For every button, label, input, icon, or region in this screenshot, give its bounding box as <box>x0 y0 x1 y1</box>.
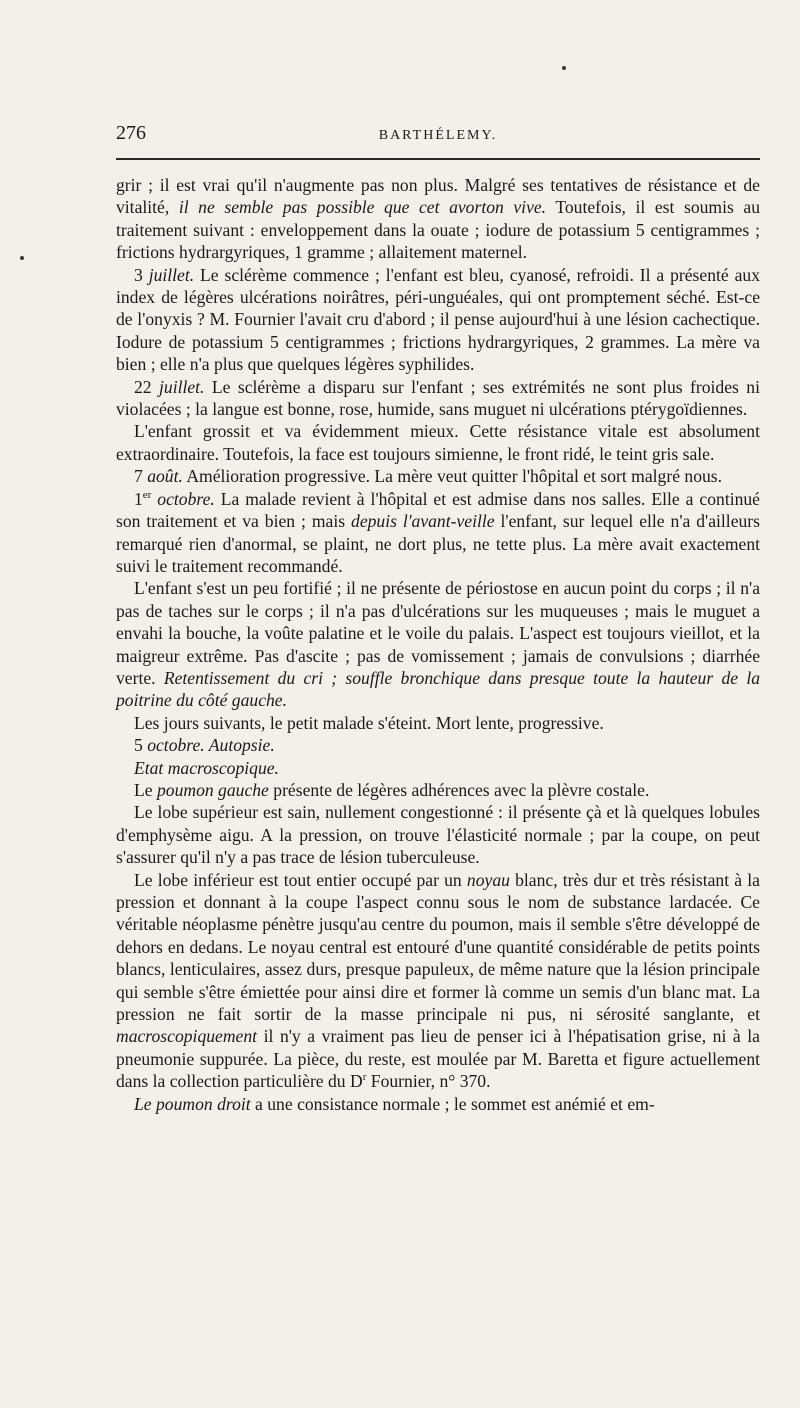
paragraph <box>116 734 760 756</box>
page-number: 276 <box>116 122 146 144</box>
italic-text: juillet. <box>159 376 205 397</box>
paragraph <box>116 712 760 734</box>
text-run: 22 <box>134 376 160 397</box>
text-run: il n'y a vraiment pas lieu de penser ici à l'hépatisation grise, ni à la pneumonie suppurée. La pièce, du reste, est moulée par M. Baretta et figure actuellement dans la collection particulière du D <box>116 1026 760 1092</box>
text-run: Les jours suivants, le petit malade s'éteint. Mort lente, progressive. <box>134 712 604 733</box>
paragraph <box>116 1093 760 1115</box>
italic-text: août. <box>147 466 183 487</box>
italic-text: octobre. <box>157 488 215 509</box>
superscript: r <box>362 1071 367 1084</box>
superscript: er <box>142 488 152 501</box>
text-run: 3 <box>134 264 149 285</box>
text-run: blanc, très dur et très résistant à la pression et donnant à la coupe l'aspect connu sous le nom de substance lardacée. Ce véritable néoplasme pénètre jusqu'au centre du poumon, mais il semble s'être développé de dehors en dedans. Le noyau central est entouré d'une quantité considérable de petits points blancs, lenticulaires, assez durs, presque papuleux, de même nature que la lésion principale qui semble s'être émiettée pour ainsi dire et former là comme un semis d'un blanc mat. La pression ne fait sortir de la masse principale ni pus, ni sérosité sanglante, et <box>116 869 760 1025</box>
text-run: a une consistance normale ; le sommet est anémié et em- <box>250 1093 655 1114</box>
italic-text: juillet. <box>148 264 195 285</box>
text-run: grir ; il est vrai qu'il n'augmente pas non plus. Malgré ses tentatives de résistance et de vitalité, <box>116 175 760 218</box>
paragraph <box>116 801 760 868</box>
page-header <box>116 122 760 156</box>
text-run: présente de légères adhérences avec la plèvre costale. <box>268 779 650 800</box>
header-rule <box>116 158 760 160</box>
text-run: 5 <box>134 735 148 756</box>
italic-text: macroscopiquement <box>116 1026 258 1047</box>
body-text <box>116 174 760 1115</box>
ink-speck <box>562 66 566 70</box>
ink-speck <box>20 256 24 260</box>
paragraph <box>116 264 760 376</box>
text-run: La malade revient à l'hôpital et est admise dans nos salles. Elle a continué son traitement et va bien ; mais <box>116 488 760 532</box>
paragraph <box>116 869 760 1093</box>
text-run: L'enfant s'est un peu fortifié ; il ne présente de périostose en aucun point du corps ; il n'a pas de taches sur le corps ; il n'a pas d'ulcérations sur les muqueuses ; mais le muguet a envahi la bouche, la voûte palatine et le voile du palais. L'aspect est toujours vieillot, et la maigreur extrême. Pas d'ascite ; pas de vomissement ; jamais de convulsions ; diarrhée verte. <box>116 578 760 688</box>
text-run: Le lobe inférieur est tout entier occupé par un <box>134 869 467 890</box>
text-run: L'enfant grossit et va évidemment mieux. Cette résistance vitale est absolument extraordinaire. Toutefois, la face est toujours simienne, le front ridé, le teint gris sale. <box>116 421 760 464</box>
paragraph <box>116 577 760 711</box>
text-run: l'enfant, sur lequel elle n'a d'ailleurs remarqué rien d'anormal, se plaint, ne dort plus, ne tette plus. La mère avait exactement suivi le traitement recommandé. <box>116 511 761 576</box>
text-run: Amélioration progressive. La mère veut quitter l'hôpital et sort malgré nous. <box>182 466 723 487</box>
paragraph <box>116 779 760 801</box>
running-head: BARTHÉLEMY. <box>378 128 498 143</box>
italic-text: depuis l'avant-veille <box>351 511 495 532</box>
text-run: 7 <box>134 466 148 487</box>
italic-text: il ne semble pas possible que cet avorton vive. <box>178 197 547 218</box>
paragraph <box>116 488 760 578</box>
italic-text: Retentissement du cri ; souffle bronchique dans presque toute la hauteur de la poitrine du côté gauche. <box>116 667 760 711</box>
paragraph <box>116 465 760 487</box>
paragraph <box>116 757 760 779</box>
italic-text: Le poumon droit <box>134 1093 251 1114</box>
text-run: Le <box>134 779 157 800</box>
text-run: Toutefois, il est soumis au traitement suivant : enveloppement dans la ouate ; iodure de potassium 5 centigrammes ; frictions hydrargyriques, 1 gramme ; allaitement maternel. <box>116 197 761 263</box>
paragraph <box>116 376 760 421</box>
italic-text: Etat macroscopique. <box>134 757 279 778</box>
text-run: 1 <box>134 488 143 509</box>
italic-text: poumon gauche <box>156 779 269 800</box>
text-run: Le sclérème a disparu sur l'enfant ; ses extrémités ne sont plus froides ni violacées ; la langue est bonne, rose, humide, sans muguet ni ulcérations ptérygoïdiennes. <box>116 376 760 420</box>
text-run: Fournier, n° 370. <box>366 1071 491 1092</box>
paragraph <box>116 420 760 465</box>
italic-text: noyau <box>466 869 510 890</box>
text-run: Le sclérème commence ; l'enfant est bleu, cyanosé, refroidi. Il a présenté aux index de légères ulcérations noirâtres, péri-unguéales, qui ont promptement séché. Est-ce de l'onyxis ? M. Fournier l'avait cru d'abord ; il pense aujourd'hui à une lésion cachectique. Iodure de potassium 5 centigrammes ; frictions hydrargyriques, 2 grammes. La mère va bien ; elle n'a plus que quelques légères syphilides. <box>116 264 760 375</box>
text-run: Le lobe supérieur est sain, nullement congestionné : il présente çà et là quelques lobules d'emphysème aigu. A la pression, on trouve l'élasticité normale ; par la coupe, on peut s'assurer qu'il n'y a pas trace de lésion tuberculeuse. <box>116 802 760 868</box>
italic-text: octobre. Autopsie. <box>147 735 275 756</box>
paragraph <box>116 174 760 264</box>
